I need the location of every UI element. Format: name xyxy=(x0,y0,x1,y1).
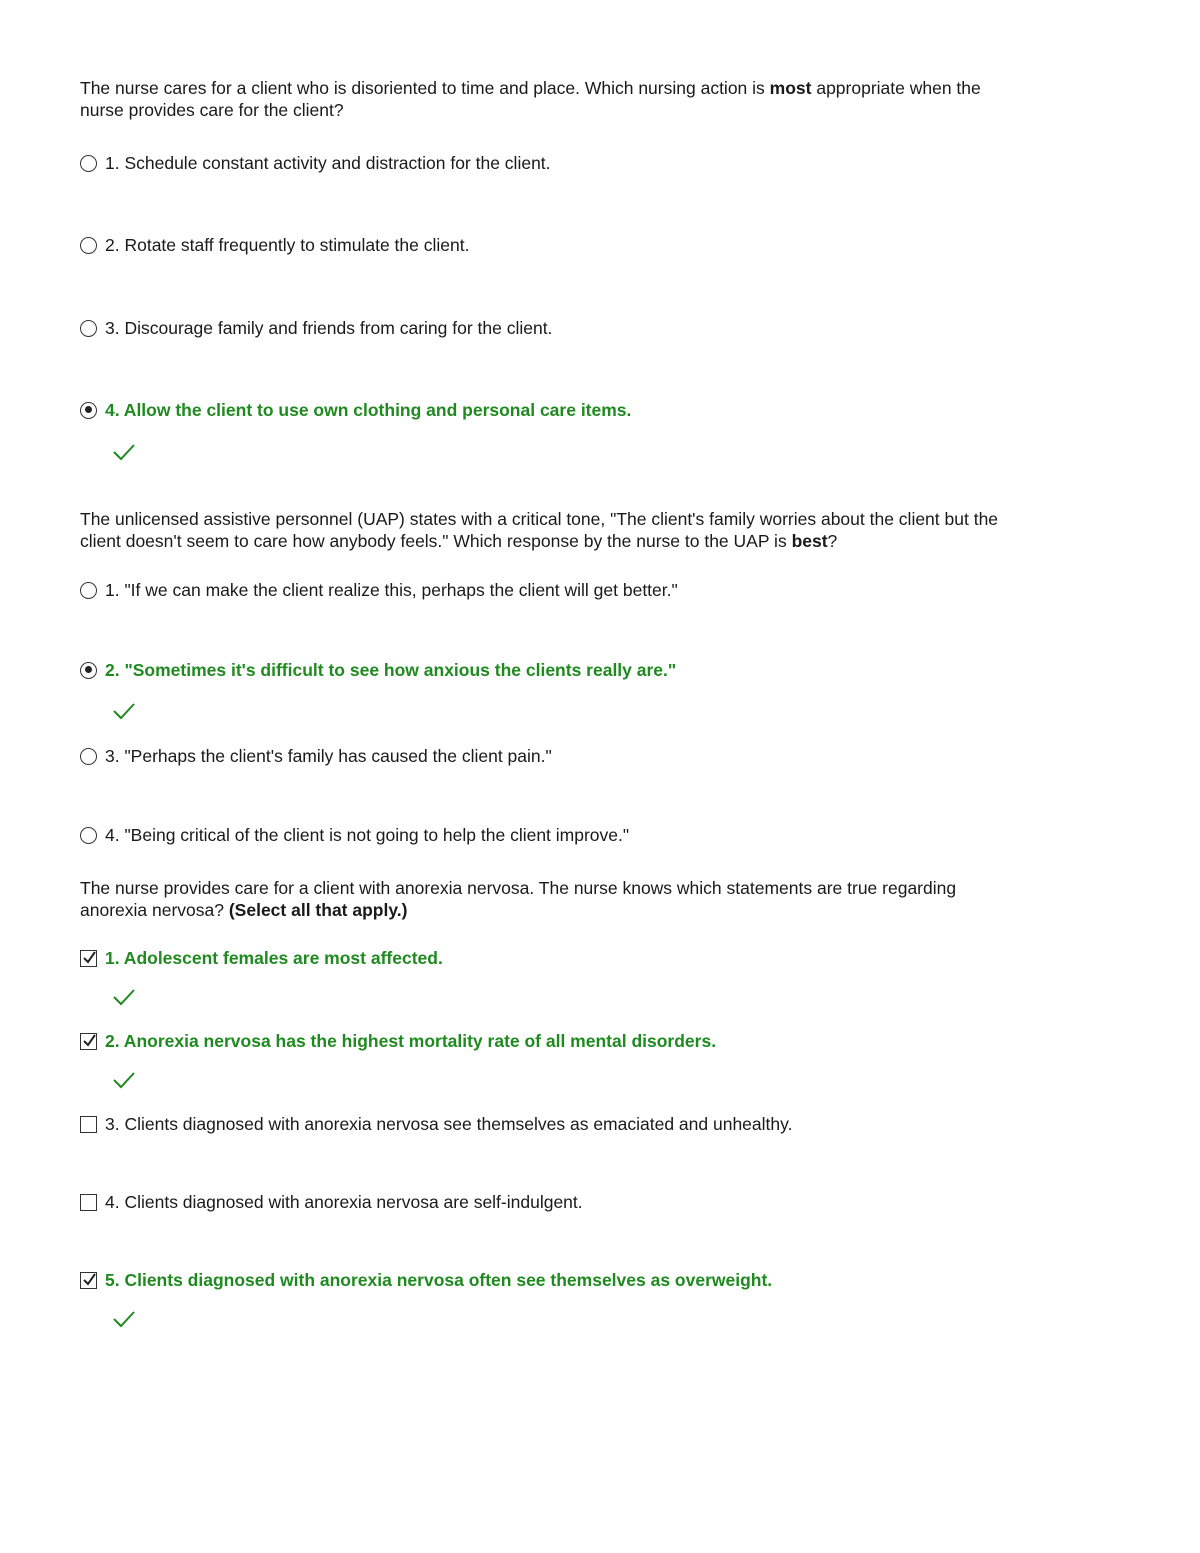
option-label: 4. Clients diagnosed with anorexia nervosa are self-indulgent. xyxy=(105,1191,583,1212)
correct-check-icon xyxy=(112,701,136,721)
radio-button-selected[interactable] xyxy=(80,662,97,679)
q3-option-2[interactable] xyxy=(80,1029,716,1053)
option-label: 4. Allow the client to use own clothing and personal care items. xyxy=(105,399,632,420)
option-label: 3. Clients diagnosed with anorexia nervosa see themselves as emaciated and unhealthy. xyxy=(105,1113,793,1134)
radio-button[interactable] xyxy=(80,827,97,844)
option-label: 1. Adolescent females are most affected. xyxy=(105,947,443,968)
radio-button-selected[interactable] xyxy=(80,402,97,419)
q1-option-2[interactable] xyxy=(80,233,469,257)
question-1-stem: The nurse cares for a client who is disoriented to time and place. Which nursing action is most appropriate when the nurse provides care for the client? xyxy=(80,78,981,120)
checkbox[interactable] xyxy=(80,1194,97,1211)
correct-check-icon xyxy=(112,442,136,462)
q3-option-5[interactable] xyxy=(80,1268,772,1292)
q1-option-1[interactable] xyxy=(80,151,551,175)
option-label: 3. "Perhaps the client's family has caused the client pain." xyxy=(105,745,552,766)
q3-option-1[interactable] xyxy=(80,946,443,970)
correct-check-icon xyxy=(112,987,136,1007)
radio-button[interactable] xyxy=(80,237,97,254)
question-3-stem: The nurse provides care for a client with anorexia nervosa. The nurse knows which statements are true regarding anorexia nervosa? (Select all that apply.) xyxy=(80,878,957,920)
q2-option-2[interactable] xyxy=(80,658,676,682)
q3-option-4[interactable] xyxy=(80,1190,583,1214)
option-label: 4. "Being critical of the client is not going to help the client improve." xyxy=(105,824,630,845)
correct-check-icon xyxy=(112,1070,136,1090)
q2-option-1[interactable] xyxy=(80,578,678,602)
checkmark-icon xyxy=(82,951,96,965)
checkbox-checked[interactable] xyxy=(80,950,97,967)
checkmark-icon xyxy=(82,1034,96,1048)
q2-option-4[interactable] xyxy=(80,823,629,847)
option-label: 5. Clients diagnosed with anorexia nervosa often see themselves as overweight. xyxy=(105,1269,773,1290)
checkmark-icon xyxy=(82,1273,96,1287)
option-label: 2. Anorexia nervosa has the highest mortality rate of all mental disorders. xyxy=(105,1030,717,1051)
radio-button[interactable] xyxy=(80,748,97,765)
correct-check-icon xyxy=(112,1309,136,1329)
question-2-stem: The unlicensed assistive personnel (UAP) states with a critical tone, "The client's family worries about the client but the client doesn't seem to care how anybody feels." Which response by the nurse to the UAP is best? xyxy=(80,509,999,551)
radio-button[interactable] xyxy=(80,582,97,599)
q1-option-3[interactable] xyxy=(80,316,552,340)
q3-option-3[interactable] xyxy=(80,1112,792,1136)
checkbox-checked[interactable] xyxy=(80,1272,97,1289)
option-label: 1. "If we can make the client realize this, perhaps the client will get better." xyxy=(105,579,678,600)
option-label: 3. Discourage family and friends from caring for the client. xyxy=(105,317,553,338)
option-label: 2. "Sometimes it's difficult to see how anxious the clients really are." xyxy=(105,659,677,680)
q2-option-3[interactable] xyxy=(80,744,552,768)
radio-button[interactable] xyxy=(80,155,97,172)
radio-button[interactable] xyxy=(80,320,97,337)
checkbox-checked[interactable] xyxy=(80,1033,97,1050)
option-label: 1. Schedule constant activity and distraction for the client. xyxy=(105,152,551,173)
q1-option-4[interactable] xyxy=(80,398,631,422)
checkbox[interactable] xyxy=(80,1116,97,1133)
option-label: 2. Rotate staff frequently to stimulate the client. xyxy=(105,234,470,255)
